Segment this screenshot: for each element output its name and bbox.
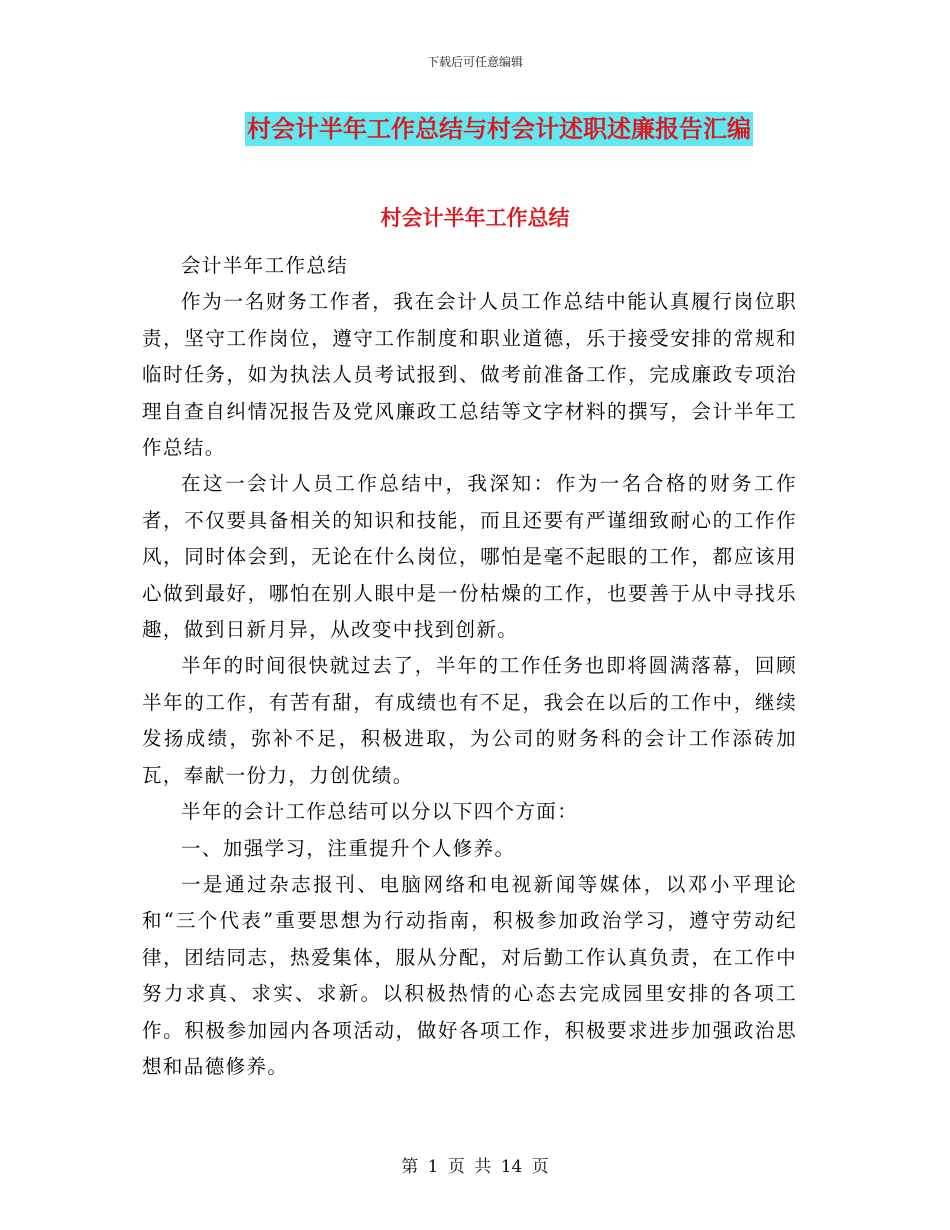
main-title: 村会计半年工作总结与村会计述职述廉报告汇编 xyxy=(245,112,753,146)
body-text xyxy=(142,248,797,1085)
section-title: 村会计半年工作总结 xyxy=(380,206,570,230)
paragraph: 一是通过杂志报刊、电脑网络和电视新闻等媒体，以邓小平理论和“三个代表”重要思想为行动指南，积极参加政治学习，遵守劳动纪律，团结同志，热爱集体，服从分配，对后勤工作认真负责，在工作中努力求真、求实、求新。以积极热情的心态去完成园里安排的各项工作。积极参加园内各项活动，做好各项工作，积极要求进步加强政治思想和品德修养。 xyxy=(142,872,797,1078)
paragraph: 一、加强学习，注重提升个人修养。 xyxy=(181,836,516,860)
paragraph: 会计半年工作总结 xyxy=(181,254,349,277)
paragraph: 作为一名财务工作者，我在会计人员工作总结中能认真履行岗位职责，坚守工作岗位，遵守工作制度和职业道德，乐于接受安排的常规和临时任务，如为执法人员考试报到、做考前准备工作，完成廉政专项治理自查自纠情况报告及党风廉政工总结等文字材料的撰写，会计半年工作总结。 xyxy=(142,290,797,460)
header-note: 下载后可任意编辑 xyxy=(426,55,523,69)
paragraph: 半年的时间很快就过去了，半年的工作任务也即将圆满落幕，回顾半年的工作，有苦有甜，有成绩也有不足，我会在以后的工作中，继续发扬成绩，弥补不足，积极进取，为公司的财务科的会计工作添砖加瓦，奉献一份力，力创优绩。 xyxy=(142,654,797,787)
page-number-footer: 第 1 页 共 14 页 xyxy=(401,1157,549,1177)
paragraph: 在这一会计人员工作总结中，我深知：作为一名合格的财务工作者，不仅要具备相关的知识和技能，而且还要有严谨细致耐心的工作作风，同时体会到，无论在什么岗位，哪怕是毫不起眼的工作，都应该用心做到最好，哪怕在别人眼中是一份枯燥的工作，也要善于从中寻找乐趣，做到日新月异，从改变中找到创新。 xyxy=(142,472,797,642)
main-title-wrap xyxy=(0,112,950,146)
paragraph: 半年的会计工作总结可以分以下四个方面： xyxy=(181,800,579,824)
